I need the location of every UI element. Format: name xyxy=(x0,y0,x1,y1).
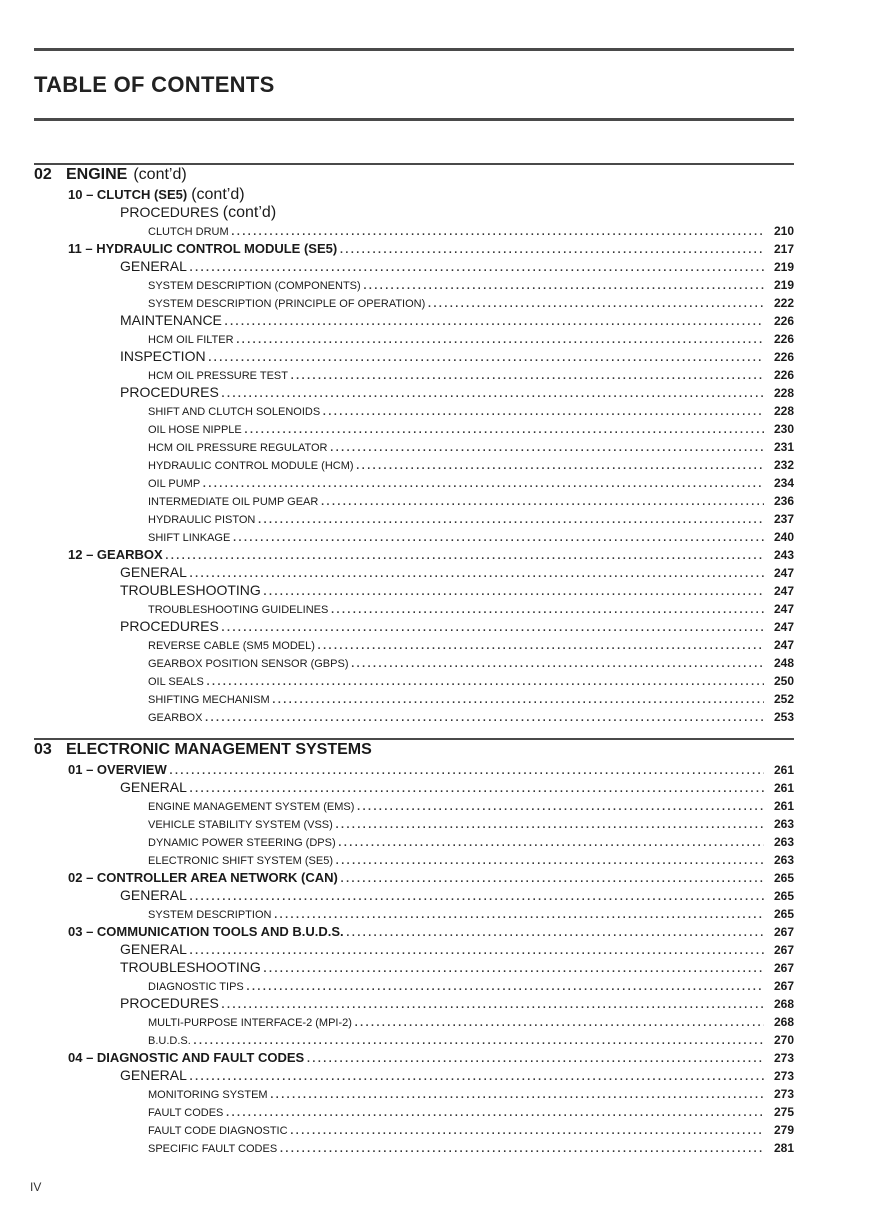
toc-entry-label: SHIFT AND CLUTCH SOLENOIDS xyxy=(148,406,321,418)
toc-entry[interactable] xyxy=(34,1049,794,1067)
toc-entry[interactable] xyxy=(34,348,794,366)
toc-entry[interactable] xyxy=(34,833,794,851)
toc-entry-page: 236 xyxy=(773,494,794,508)
toc-entry-page: 232 xyxy=(773,458,794,472)
dot-leader xyxy=(169,761,764,779)
toc-entry-label: 03 – COMMUNICATION TOOLS AND B.U.D.S. xyxy=(68,924,344,939)
toc-entry-continued: (cont’d) xyxy=(191,186,245,203)
toc-entry[interactable] xyxy=(34,1103,794,1121)
toc-entry[interactable] xyxy=(34,1139,794,1157)
toc-entry-label: SHIFTING MECHANISM xyxy=(148,694,270,706)
toc-entry[interactable] xyxy=(34,636,794,654)
toc-entry-label: SHIFT LINKAGE xyxy=(148,532,231,544)
toc-entry-page: 247 xyxy=(773,620,794,634)
toc-entry-label: MONITORING SYSTEM xyxy=(148,1089,268,1101)
dot-leader xyxy=(306,1049,764,1067)
toc-entry[interactable] xyxy=(34,312,794,330)
toc-entry[interactable] xyxy=(34,474,794,492)
toc-entry[interactable] xyxy=(34,761,794,779)
toc-entry[interactable] xyxy=(34,1121,794,1139)
toc-entry-label: MAINTENANCE xyxy=(120,312,222,328)
dot-leader xyxy=(322,402,764,420)
dot-leader xyxy=(208,348,764,366)
dot-leader xyxy=(290,366,764,384)
dot-leader xyxy=(340,869,764,887)
dot-leader xyxy=(221,384,764,402)
toc-entry-page: 226 xyxy=(773,314,794,328)
toc-entry-label: SYSTEM DESCRIPTION (PRINCIPLE OF OPERATION) xyxy=(148,298,426,310)
toc-entry-label: FAULT CODES xyxy=(148,1107,224,1119)
toc-entry[interactable] xyxy=(34,887,794,905)
toc-entry[interactable] xyxy=(34,1013,794,1031)
toc-entry-label: PROCEDURES xyxy=(120,384,219,400)
toc-entry[interactable] xyxy=(34,240,794,258)
section-entries xyxy=(34,186,794,726)
toc-entry-page: 240 xyxy=(773,530,794,544)
toc-entry[interactable] xyxy=(34,815,794,833)
toc-entry-page: 243 xyxy=(773,548,794,562)
dot-leader xyxy=(330,600,764,618)
toc-entry-page: 226 xyxy=(773,332,794,346)
dot-leader xyxy=(363,276,764,294)
toc-entry-page: 226 xyxy=(773,350,794,364)
section-number: 03 xyxy=(34,741,52,758)
toc-entry-label: SYSTEM DESCRIPTION (COMPONENTS) xyxy=(148,280,361,292)
toc-entry-label: TROUBLESHOOTING xyxy=(120,959,261,975)
toc-entry-label: DYNAMIC POWER STEERING (DPS) xyxy=(148,837,336,849)
toc-entry[interactable] xyxy=(34,186,794,204)
section-title: ENGINE xyxy=(66,166,128,183)
toc-entry-page: 230 xyxy=(773,422,794,436)
toc-entry-page: 210 xyxy=(773,224,794,238)
toc-entry-label: OIL HOSE NIPPLE xyxy=(148,424,242,436)
dot-leader xyxy=(246,977,764,995)
toc-entry-page: 252 xyxy=(773,692,794,706)
toc-entry[interactable] xyxy=(34,851,794,869)
toc-entry-page: 267 xyxy=(773,943,794,957)
toc-section-engine xyxy=(34,166,794,726)
toc-entry-label: ELECTRONIC SHIFT SYSTEM (SE5) xyxy=(148,855,333,867)
toc-entry[interactable] xyxy=(34,995,794,1013)
toc-entry-continued: (cont’d) xyxy=(222,204,277,221)
toc-entry-label: HYDRAULIC CONTROL MODULE (HCM) xyxy=(148,460,354,472)
toc-entry-label: INTERMEDIATE OIL PUMP GEAR xyxy=(148,496,319,508)
dot-leader xyxy=(279,1139,764,1157)
toc-entry[interactable] xyxy=(34,672,794,690)
dot-leader xyxy=(189,1067,764,1085)
page-number: IV xyxy=(30,1180,42,1194)
toc-entry-label: GEARBOX POSITION SENSOR (GBPS) xyxy=(148,658,349,670)
toc-entry-label: B.U.D.S. xyxy=(148,1035,191,1047)
toc-entry[interactable] xyxy=(34,366,794,384)
toc-entry-page: 273 xyxy=(773,1069,794,1083)
toc-entry-label: GENERAL xyxy=(120,887,187,903)
toc-entry-label: GENERAL xyxy=(120,779,187,795)
section-rule xyxy=(34,163,794,165)
toc-entry[interactable] xyxy=(34,402,794,420)
toc-entry-page: 247 xyxy=(773,638,794,652)
toc-entry-label: 02 – CONTROLLER AREA NETWORK (CAN) xyxy=(68,870,338,885)
dot-leader xyxy=(350,654,764,672)
toc-entry-page: 267 xyxy=(773,925,794,939)
dot-leader xyxy=(189,258,764,276)
dot-leader xyxy=(189,941,764,959)
toc-entry[interactable] xyxy=(34,510,794,528)
toc-entry[interactable] xyxy=(34,564,794,582)
toc-entry-page: 267 xyxy=(773,961,794,975)
toc-entry[interactable] xyxy=(34,384,794,402)
toc-entry-label: PROCEDURES xyxy=(120,995,219,1011)
toc-entry[interactable] xyxy=(34,222,794,240)
dot-leader xyxy=(206,672,764,690)
toc-entry[interactable] xyxy=(34,959,794,977)
toc-entry[interactable] xyxy=(34,941,794,959)
dot-leader xyxy=(339,240,764,258)
dot-leader xyxy=(204,708,764,726)
toc-entry-page: 265 xyxy=(773,871,794,885)
dot-leader xyxy=(273,905,764,923)
dot-leader xyxy=(354,1013,764,1031)
dot-leader xyxy=(236,330,764,348)
dot-leader xyxy=(232,528,764,546)
toc-entry-label: REVERSE CABLE (SM5 MODEL) xyxy=(148,640,315,652)
toc-entry-label: MULTI-PURPOSE INTERFACE-2 (MPI-2) xyxy=(148,1017,352,1029)
dot-leader xyxy=(165,546,764,564)
toc-entry-label: ENGINE MANAGEMENT SYSTEM (EMS) xyxy=(148,801,355,813)
toc-entry-page: 265 xyxy=(773,907,794,921)
toc-entry-page: 253 xyxy=(773,710,794,724)
dot-leader xyxy=(263,582,764,600)
toc-entry[interactable] xyxy=(34,438,794,456)
dot-leader xyxy=(224,312,764,330)
dot-leader xyxy=(263,959,764,977)
dot-leader xyxy=(356,797,764,815)
toc-entry-page: 261 xyxy=(773,799,794,813)
toc-entry-page: 263 xyxy=(773,835,794,849)
toc-entry-label: TROUBLESHOOTING xyxy=(120,582,261,598)
dot-leader xyxy=(335,851,764,869)
dot-leader xyxy=(221,618,764,636)
dot-leader xyxy=(257,510,764,528)
dot-leader xyxy=(335,815,764,833)
toc-entry-label: FAULT CODE DIAGNOSTIC xyxy=(148,1125,288,1137)
dot-leader xyxy=(346,923,764,941)
toc-entry-page: 273 xyxy=(773,1087,794,1101)
toc-entry-label: GEARBOX xyxy=(148,712,203,724)
toc-entry[interactable] xyxy=(34,276,794,294)
dot-leader xyxy=(356,456,764,474)
dot-leader xyxy=(338,833,764,851)
toc-entry-label: GENERAL xyxy=(120,258,187,274)
toc-entry[interactable] xyxy=(34,654,794,672)
toc-entry-label: OIL PUMP xyxy=(148,478,201,490)
toc-entry[interactable] xyxy=(34,258,794,276)
toc-entry-page: 263 xyxy=(773,853,794,867)
toc-entry-page: 275 xyxy=(773,1105,794,1119)
toc-entry-label: OIL SEALS xyxy=(148,676,204,688)
toc-entry[interactable] xyxy=(34,582,794,600)
toc-entry-page: 261 xyxy=(773,763,794,777)
toc-entry-label: 10 – CLUTCH (SE5) xyxy=(68,187,188,202)
dot-leader xyxy=(320,492,764,510)
dot-leader xyxy=(244,420,764,438)
toc-entry[interactable] xyxy=(34,905,794,923)
section-number: 02 xyxy=(34,166,52,183)
toc-entry[interactable] xyxy=(34,869,794,887)
toc-entry-label: GENERAL xyxy=(120,564,187,580)
toc-entry-label: PROCEDURES xyxy=(120,204,219,220)
dot-leader xyxy=(317,636,764,654)
toc-entry-label: HCM OIL PRESSURE REGULATOR xyxy=(148,442,328,454)
toc-entry-label: 04 – DIAGNOSTIC AND FAULT CODES xyxy=(68,1050,305,1065)
toc-entry-page: 273 xyxy=(773,1051,794,1065)
toc-entry-page: 219 xyxy=(773,260,794,274)
toc-entry[interactable] xyxy=(34,456,794,474)
toc-entry[interactable] xyxy=(34,977,794,995)
toc-entry-page: 281 xyxy=(773,1141,794,1155)
toc-entry-page: 226 xyxy=(773,368,794,382)
toc-entry[interactable] xyxy=(34,708,794,726)
toc-entry[interactable] xyxy=(34,330,794,348)
toc-entry-page: 268 xyxy=(773,1015,794,1029)
toc-entry[interactable] xyxy=(34,690,794,708)
toc-entry[interactable] xyxy=(34,420,794,438)
section-heading xyxy=(34,166,794,186)
toc-entry-page: 231 xyxy=(773,440,794,454)
toc-entry-page: 268 xyxy=(773,997,794,1011)
toc-entry[interactable] xyxy=(34,600,794,618)
toc-entry-page: 237 xyxy=(773,512,794,526)
toc-entry-label: HCM OIL PRESSURE TEST xyxy=(148,370,288,382)
toc-entry-page: 219 xyxy=(773,278,794,292)
toc-entry-page: 248 xyxy=(773,656,794,670)
dot-leader xyxy=(189,779,764,797)
dot-leader xyxy=(221,995,764,1013)
toc-entry-label: HYDRAULIC PISTON xyxy=(148,514,256,526)
toc-entry-page: 247 xyxy=(773,602,794,616)
toc-entry-label: GENERAL xyxy=(120,941,187,957)
page-title: TABLE OF CONTENTS xyxy=(34,72,275,97)
toc-entry[interactable] xyxy=(34,492,794,510)
toc-entry[interactable] xyxy=(34,528,794,546)
toc-entry-page: 228 xyxy=(773,404,794,418)
toc-entry-label: PROCEDURES xyxy=(120,618,219,634)
toc-entry-page: 250 xyxy=(773,674,794,688)
toc-entry-page: 234 xyxy=(773,476,794,490)
toc-entry-page: 261 xyxy=(773,781,794,795)
dot-leader xyxy=(189,887,764,905)
toc-entry[interactable] xyxy=(34,923,794,941)
toc-entry[interactable] xyxy=(34,618,794,636)
toc-entry-label: GENERAL xyxy=(120,1067,187,1083)
section-subtitle: (cont’d) xyxy=(133,166,187,183)
dot-leader xyxy=(231,222,764,240)
toc-entry-page: 263 xyxy=(773,817,794,831)
toc-entry-page: 265 xyxy=(773,889,794,903)
toc-entry[interactable] xyxy=(34,1067,794,1085)
dot-leader xyxy=(290,1121,764,1139)
toc-entry[interactable] xyxy=(34,1031,794,1049)
toc-entry-page: 270 xyxy=(773,1033,794,1047)
toc-entry-label: VEHICLE STABILITY SYSTEM (VSS) xyxy=(148,819,333,831)
section-title: ELECTRONIC MANAGEMENT SYSTEMS xyxy=(66,741,372,758)
toc-entry-label: CLUTCH DRUM xyxy=(148,226,229,238)
toc-entry[interactable] xyxy=(34,204,794,222)
dot-leader xyxy=(270,1085,764,1103)
toc-entry-page: 247 xyxy=(773,584,794,598)
toc-entry-label: SPECIFIC FAULT CODES xyxy=(148,1143,278,1155)
dot-leader xyxy=(193,1031,764,1049)
toc-entry[interactable] xyxy=(34,1085,794,1103)
section-entries xyxy=(34,761,794,1157)
toc-entry-label: SYSTEM DESCRIPTION xyxy=(148,909,272,921)
toc-entry-label: 11 – HYDRAULIC CONTROL MODULE (SE5) xyxy=(68,241,338,256)
dot-leader xyxy=(427,294,764,312)
dot-leader xyxy=(225,1103,764,1121)
toc-entry[interactable] xyxy=(34,546,794,564)
section-rule xyxy=(34,738,794,740)
toc-entry-page: 279 xyxy=(773,1123,794,1137)
toc-section-electronic-management xyxy=(34,741,794,1157)
dot-leader xyxy=(202,474,764,492)
toc-entry-label: HCM OIL FILTER xyxy=(148,334,234,346)
top-rule xyxy=(34,48,794,51)
toc-entry[interactable] xyxy=(34,294,794,312)
toc-entry-page: 247 xyxy=(773,566,794,580)
toc-entry-label: 01 – OVERVIEW xyxy=(68,762,167,777)
toc-entry[interactable] xyxy=(34,797,794,815)
title-rule xyxy=(34,118,794,121)
toc-entry-label: DIAGNOSTIC TIPS xyxy=(148,981,244,993)
dot-leader xyxy=(272,690,764,708)
toc-entry-label: INSPECTION xyxy=(120,348,206,364)
dot-leader xyxy=(189,564,764,582)
dot-leader xyxy=(330,438,765,456)
section-heading xyxy=(34,741,794,761)
toc-entry-page: 228 xyxy=(773,386,794,400)
toc-entry-page: 217 xyxy=(773,242,794,256)
toc-entry-page: 267 xyxy=(773,979,794,993)
toc-entry-page: 222 xyxy=(773,296,794,310)
toc-entry[interactable] xyxy=(34,779,794,797)
toc-entry-label: TROUBLESHOOTING GUIDELINES xyxy=(148,604,329,616)
toc-entry-label: 12 – GEARBOX xyxy=(68,547,163,562)
